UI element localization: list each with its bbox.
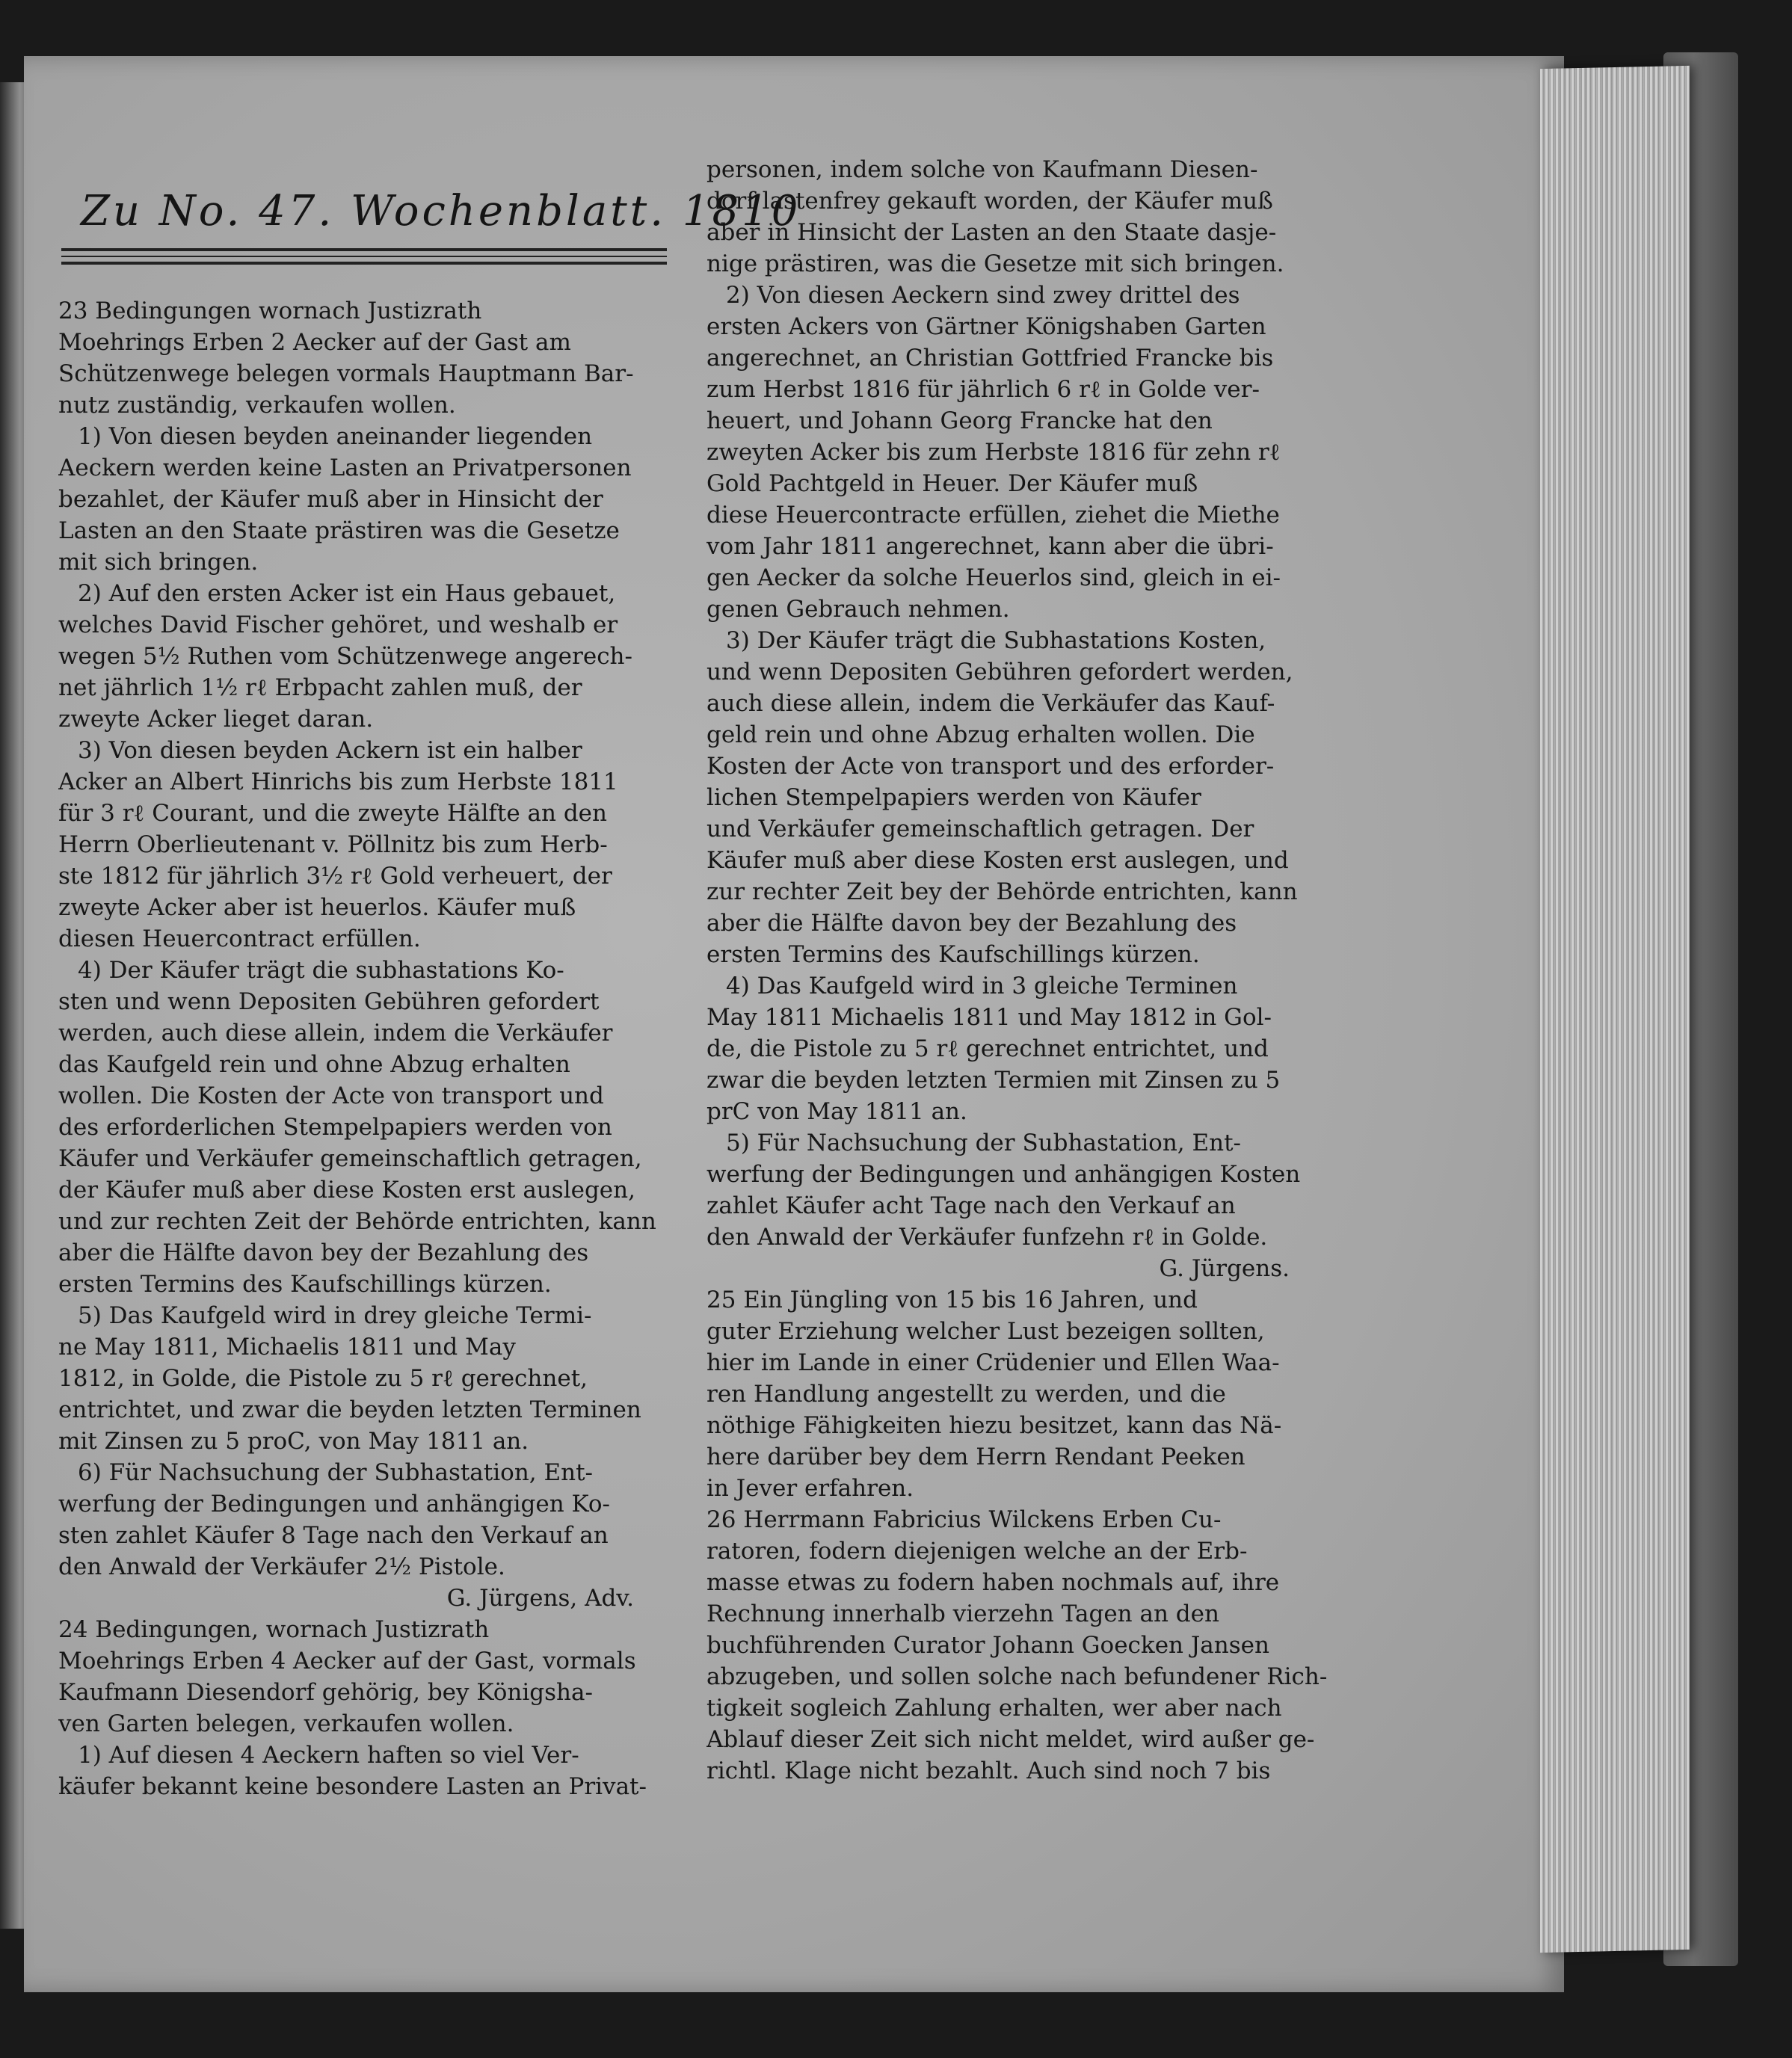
text-line: G. Jürgens, Adv.: [446, 1585, 634, 1612]
text-line: ersten Termins des Kaufschillings kürzen.: [706, 941, 1200, 968]
text-line: das Kaufgeld rein und ohne Abzug erhalten: [58, 1051, 570, 1078]
text-line: zweyten Acker bis zum Herbste 1816 für zehn rℓ: [706, 439, 1281, 466]
text-line: heuert, und Johann Georg Francke hat den: [706, 407, 1213, 434]
text-line: richtl. Klage nicht bezahlt. Auch sind noch 7 bis: [706, 1757, 1271, 1784]
text-line: net jährlich 1½ rℓ Erbpacht zahlen muß, der: [58, 674, 582, 701]
text-line: welches David Fischer gehöret, und weshalb er: [58, 611, 618, 638]
text-line: ne May 1811, Michaelis 1811 und May: [58, 1334, 516, 1361]
text-line: Gold Pachtgeld in Heuer. Der Käufer muß: [706, 470, 1198, 497]
text-line: und wenn Depositen Gebühren gefordert werden,: [706, 659, 1293, 686]
text-line: 26 Herrmann Fabricius Wilckens Erben Cu-: [706, 1506, 1222, 1533]
text-line: nige prästiren, was die Gesetze mit sich bringen.: [706, 250, 1284, 277]
text-line: Aeckern werden keine Lasten an Privatpersonen: [58, 455, 632, 481]
text-line: zweyte Acker lieget daran.: [58, 706, 374, 733]
text-line: Schützenwege belegen vormals Hauptmann Bar-: [58, 360, 634, 387]
text-line: zwar die beyden letzten Termien mit Zinsen zu 5: [706, 1067, 1281, 1094]
text-line: wollen. Die Kosten der Acte von transport und: [58, 1082, 604, 1109]
text-line: mit sich bringen.: [58, 549, 259, 576]
text-line: de, die Pistole zu 5 rℓ gerechnet entrichtet, und: [706, 1035, 1269, 1062]
text-line: angerechnet, an Christian Gottfried Francke bis: [706, 345, 1274, 372]
text-line: here darüber bey dem Herrn Rendant Peeken: [706, 1444, 1246, 1470]
text-line: Acker an Albert Hinrichs bis zum Herbste 1811: [58, 768, 618, 795]
text-line: werfung der Bedingungen und anhängigen Kosten: [706, 1161, 1301, 1188]
text-line: Rechnung innerhalb vierzehn Tagen an den: [706, 1601, 1219, 1627]
text-line: käufer bekannt keine besondere Lasten an Privat-: [58, 1773, 647, 1800]
text-line: zweyte Acker aber ist heuerlos. Käufer muß: [58, 894, 576, 921]
masthead-rule: [61, 248, 667, 277]
text-line: abzugeben, und sollen solche nach befundener Rich-: [706, 1663, 1328, 1690]
text-line: ersten Ackers von Gärtner Königshaben Garten: [706, 313, 1266, 340]
text-line: Lasten an den Staate prästiren was die Gesetze: [58, 517, 620, 544]
text-line: ren Handlung angestellt zu werden, und die: [706, 1381, 1226, 1408]
text-line: mit Zinsen zu 5 proC, von May 1811 an.: [58, 1428, 529, 1455]
text-line: aber die Hälfte davon bey der Bezahlung des: [58, 1239, 589, 1266]
text-line: masse etwas zu fodern haben nochmals auf, ihre: [706, 1569, 1280, 1596]
text-line: ven Garten belegen, verkaufen wollen.: [58, 1710, 514, 1737]
text-line: Kaufmann Diesendorf gehörig, bey Königsha-: [58, 1679, 593, 1706]
text-line: den Anwald der Verkäufer 2½ Pistole.: [58, 1553, 505, 1580]
text-line: Moehrings Erben 4 Aecker auf der Gast, vormals: [58, 1648, 636, 1675]
right-text-column: [706, 154, 1334, 1787]
text-line: des erforderlichen Stempelpapiers werden von: [58, 1114, 612, 1141]
text-line: genen Gebrauch nehmen.: [706, 596, 1010, 623]
text-line: vom Jahr 1811 angerechnet, kann aber die übri-: [706, 533, 1274, 560]
text-line: lichen Stempelpapiers werden von Käufer: [706, 784, 1201, 811]
text-line: und zur rechten Zeit der Behörde entrichten, kann: [58, 1208, 656, 1235]
text-line: 2) Von diesen Aeckern sind zwey drittel des: [726, 282, 1240, 309]
text-line: werden, auch diese allein, indem die Verkäufer: [58, 1020, 613, 1047]
text-line: Moehrings Erben 2 Aecker auf der Gast am: [58, 329, 571, 356]
text-line: wegen 5½ Ruthen vom Schützenwege angerech-: [58, 643, 632, 670]
text-line: 1812, in Golde, die Pistole zu 5 rℓ gerechnet,: [58, 1365, 588, 1392]
text-line: geld rein und ohne Abzug erhalten wollen. Die: [706, 721, 1255, 748]
text-line: Käufer muß aber diese Kosten erst auslegen, und: [706, 847, 1289, 874]
text-line: bezahlet, der Käufer muß aber in Hinsicht der: [58, 486, 603, 513]
masthead-title: Zu No. 47. Wochenblatt. 1810: [81, 187, 801, 235]
text-line: in Jever erfahren.: [706, 1475, 914, 1502]
text-line: 5) Das Kaufgeld wird in drey gleiche Termi-: [78, 1302, 592, 1329]
text-line: entrichtet, und zwar die beyden letzten Terminen: [58, 1396, 641, 1423]
left-text-column: [58, 295, 679, 1802]
text-line: 3) Von diesen beyden Ackern ist ein halber: [78, 737, 582, 764]
text-line: tigkeit sogleich Zahlung erhalten, wer aber nach: [706, 1695, 1282, 1722]
text-line: Ablauf dieser Zeit sich nicht meldet, wird außer ge-: [706, 1726, 1315, 1753]
text-line: 1) Auf diesen 4 Aeckern haften so viel Ver-: [78, 1742, 579, 1769]
text-line: aber in Hinsicht der Lasten an den Staate dasje-: [706, 219, 1277, 246]
text-line: ersten Termins des Kaufschillings kürzen.: [58, 1271, 552, 1298]
text-line: prC von May 1811 an.: [706, 1098, 967, 1125]
text-line: ste 1812 für jährlich 3½ rℓ Gold verheuert, der: [58, 863, 612, 890]
text-line: ratoren, fodern diejenigen welche an der Erb-: [706, 1538, 1248, 1565]
text-line: Käufer und Verkäufer gemeinschaftlich getragen,: [58, 1145, 642, 1172]
text-line: personen, indem solche von Kaufmann Diesen-: [706, 156, 1258, 183]
text-line: aber die Hälfte davon bey der Bezahlung des: [706, 910, 1237, 937]
text-line: auch diese allein, indem die Verkäufer das Kauf-: [706, 690, 1275, 717]
text-line: G. Jürgens.: [1159, 1255, 1290, 1282]
text-line: 5) Für Nachsuchung der Subhastation, Ent-: [726, 1130, 1242, 1156]
text-line: diese Heuercontracte erfüllen, ziehet die Miethe: [706, 502, 1280, 529]
text-line: diesen Heuercontract erfüllen.: [58, 925, 421, 952]
text-line: buchführenden Curator Johann Goecken Jansen: [706, 1632, 1269, 1659]
text-line: der Käufer muß aber diese Kosten erst auslegen,: [58, 1177, 635, 1204]
text-line: 2) Auf den ersten Acker ist ein Haus gebauet,: [78, 580, 616, 607]
text-line: 3) Der Käufer trägt die Subhastations Kosten,: [726, 627, 1266, 654]
text-line: 24 Bedingungen, wornach Justizrath: [58, 1616, 490, 1643]
text-line: 4) Der Käufer trägt die subhastations Ko-: [78, 957, 564, 984]
text-line: 6) Für Nachsuchung der Subhastation, Ent-: [78, 1459, 594, 1486]
text-line: zahlet Käufer acht Tage nach den Verkauf an: [706, 1192, 1236, 1219]
text-line: für 3 rℓ Courant, und die zweyte Hälfte an den: [58, 800, 607, 827]
text-line: 23 Bedingungen wornach Justizrath: [58, 298, 482, 324]
text-line: werfung der Bedingungen und anhängigen Ko-: [58, 1491, 611, 1518]
text-line: 25 Ein Jüngling von 15 bis 16 Jahren, und: [706, 1287, 1198, 1313]
text-line: Kosten der Acte von transport und des erforder-: [706, 753, 1275, 780]
text-line: zur rechter Zeit bey der Behörde entrichten, kann: [706, 878, 1298, 905]
text-line: May 1811 Michaelis 1811 und May 1812 in Gol-: [706, 1004, 1272, 1031]
text-line: sten zahlet Käufer 8 Tage nach den Verkauf an: [58, 1522, 609, 1549]
text-line: 1) Von diesen beyden aneinander liegenden: [78, 423, 593, 450]
text-line: guter Erziehung welcher Lust bezeigen sollten,: [706, 1318, 1265, 1345]
text-line: zum Herbst 1816 für jährlich 6 rℓ in Golde ver-: [706, 376, 1260, 403]
text-line: sten und wenn Depositen Gebühren gefordert: [58, 988, 600, 1015]
text-line: gen Aecker da solche Heuerlos sind, gleich in ei-: [706, 564, 1281, 591]
text-line: den Anwald der Verkäufer funfzehn rℓ in Golde.: [706, 1224, 1268, 1251]
text-line: nöthige Fähigkeiten hiezu besitzet, kann das Nä-: [706, 1412, 1282, 1439]
text-line: Herrn Oberlieutenant v. Pöllnitz bis zum Herb-: [58, 831, 608, 858]
text-line: 4) Das Kaufgeld wird in 3 gleiche Terminen: [726, 973, 1238, 999]
text-line: nutz zuständig, verkaufen wollen.: [58, 392, 456, 419]
text-line: hier im Lande in einer Crüdenier und Ellen Waa-: [706, 1349, 1280, 1376]
text-line: und Verkäufer gemeinschaftlich getragen. Der: [706, 816, 1254, 842]
text-line: dorf lastenfrey gekauft worden, der Käufer muß: [706, 188, 1273, 215]
page-stack-edges: [1540, 66, 1690, 1953]
